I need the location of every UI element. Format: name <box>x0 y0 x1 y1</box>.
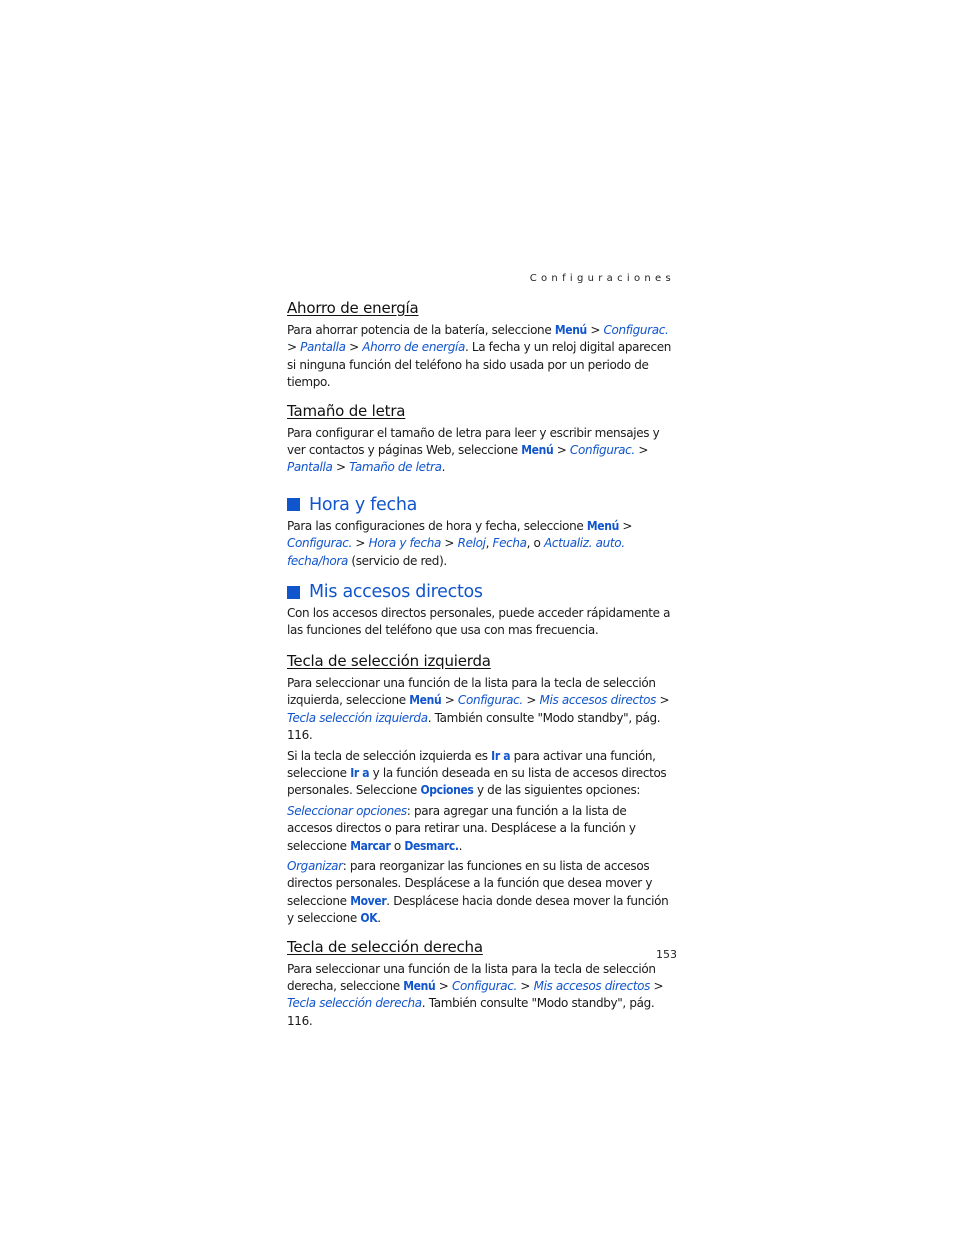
section-tecla-derecha <box>287 938 675 1031</box>
running-header: Configuraciones <box>529 273 675 284</box>
page-number: 153 <box>656 948 677 961</box>
separator: > <box>553 443 570 458</box>
text: , <box>485 536 493 551</box>
menu-term: Menú <box>586 518 619 533</box>
paragraph <box>287 675 675 745</box>
section-title: Tecla de selección derecha <box>287 937 483 956</box>
text: : para agregar una función a la lista de accesos directos o para retirar una. Desplácese a la función y seleccione <box>287 803 636 853</box>
menu-term: Mover <box>350 893 387 908</box>
section-title: Tecla de selección izquierda <box>287 651 491 670</box>
section-tecla-izquierda <box>287 652 675 928</box>
paragraph <box>287 858 675 928</box>
text: y de las siguientes opciones: <box>473 783 641 798</box>
menu-term: Pantalla <box>300 340 346 355</box>
paragraph <box>287 961 675 1031</box>
text: . <box>441 460 446 475</box>
text: Para configurar el tamaño de letra para leer y escribir mensajes y ver contactos y páginas Web, seleccione <box>287 425 660 458</box>
heading-square-icon <box>287 498 300 511</box>
separator: > <box>586 323 604 337</box>
separator: > <box>351 536 369 551</box>
menu-term: Configurac. <box>603 323 669 337</box>
text: Para seleccionar una función de la lista para la tecla de selección izquierda, seleccione <box>287 675 656 708</box>
separator: > <box>332 460 350 475</box>
paragraph <box>287 518 675 570</box>
menu-term: Pantalla <box>287 460 333 475</box>
menu-term: Hora y fecha <box>368 536 441 551</box>
menu-term: Menú <box>409 693 442 708</box>
heading-text: Hora y fecha <box>309 494 418 515</box>
separator: > <box>287 340 301 355</box>
text: Para las configuraciones de hora y fecha, seleccione <box>287 518 587 533</box>
major-heading <box>287 495 675 515</box>
separator: > <box>435 978 452 993</box>
text: . La fecha y un reloj digital aparecen si ninguna función del teléfono ha sido usada por un periodo de tiempo. <box>287 340 672 390</box>
paragraph <box>287 803 675 855</box>
menu-term: Reloj <box>457 536 486 551</box>
option-term: Organizar <box>287 858 343 873</box>
text: (servicio de red). <box>347 553 447 568</box>
menu-term: Configurac. <box>457 693 523 708</box>
page-content <box>287 299 675 1040</box>
separator: > <box>440 536 458 551</box>
separator: > <box>650 978 664 993</box>
separator: > <box>345 340 363 355</box>
separator: > <box>522 693 540 708</box>
separator: > <box>441 693 458 708</box>
menu-term: Marcar <box>350 838 391 853</box>
text: Si la tecla de selección izquierda es <box>287 748 492 763</box>
separator: > <box>618 518 633 533</box>
menu-term: Configurac. <box>451 978 517 993</box>
text: : para reorganizar las funciones en su lista de accesos directos personales. Desplácese a la función que desea mover y seleccione <box>287 858 653 908</box>
text: , o <box>526 536 545 551</box>
major-heading <box>287 582 675 602</box>
option-term: Seleccionar opciones <box>287 803 407 818</box>
menu-term: Opciones <box>420 783 474 798</box>
menu-term: Tecla selección izquierda <box>287 710 428 725</box>
paragraph <box>287 748 675 800</box>
menu-term: Configurac. <box>569 443 635 458</box>
text: . También consulte "Modo standby", pág. 116. <box>287 996 655 1028</box>
text: Para ahorrar potencia de la batería, seleccione <box>287 323 555 337</box>
menu-term: Desmarc. <box>404 838 459 853</box>
paragraph <box>287 425 675 477</box>
spacer <box>287 487 675 495</box>
text: . <box>377 911 381 926</box>
menu-term: Configurac. <box>287 536 352 551</box>
menu-term: Menú <box>403 978 436 993</box>
menu-term: Ir a <box>350 765 370 780</box>
paragraph <box>287 322 675 392</box>
section-tamano-de-letra <box>287 402 675 477</box>
heading-text: Mis accesos directos <box>309 582 483 603</box>
text: . También consulte "Modo standby", pág. 116. <box>287 710 661 743</box>
section-title: Tamaño de letra <box>287 401 406 420</box>
text: para activar una función, seleccione <box>287 748 656 780</box>
menu-term: Tecla selección derecha <box>287 996 422 1011</box>
text: . Desplácese hacia donde desea mover la función y seleccione <box>287 893 669 926</box>
menu-term: Mis accesos directos <box>533 978 651 993</box>
paragraph: Con los accesos directos personales, puede acceder rápidamente a las funciones del teléfono que usa con mas frecuencia. <box>287 606 671 638</box>
menu-term: Ir a <box>491 748 511 763</box>
menu-term: Tamaño de letra <box>349 460 442 475</box>
text: o <box>390 838 405 853</box>
section-hora-y-fecha <box>287 495 675 570</box>
separator: > <box>634 443 649 458</box>
text: y la función deseada en su lista de accesos directos personales. Seleccione <box>287 765 667 798</box>
menu-term: Fecha <box>492 536 527 551</box>
text: . <box>458 838 463 853</box>
menu-term: OK <box>360 911 378 926</box>
menu-term: Menú <box>554 323 587 337</box>
heading-square-icon <box>287 586 300 599</box>
menu-term: Ahorro de energía <box>362 340 465 355</box>
text: Para seleccionar una función de la lista para la tecla de selección derecha, seleccione <box>287 961 656 993</box>
separator: > <box>656 693 670 708</box>
menu-term: Actualiz. auto. fecha/hora <box>287 536 625 568</box>
separator: > <box>516 978 534 993</box>
section-ahorro-de-energia <box>287 299 675 392</box>
section-title: Ahorro de energía <box>287 299 419 317</box>
menu-term: Mis accesos directos <box>539 693 657 708</box>
section-mis-accesos-directos <box>287 582 675 640</box>
menu-term: Menú <box>521 443 554 458</box>
